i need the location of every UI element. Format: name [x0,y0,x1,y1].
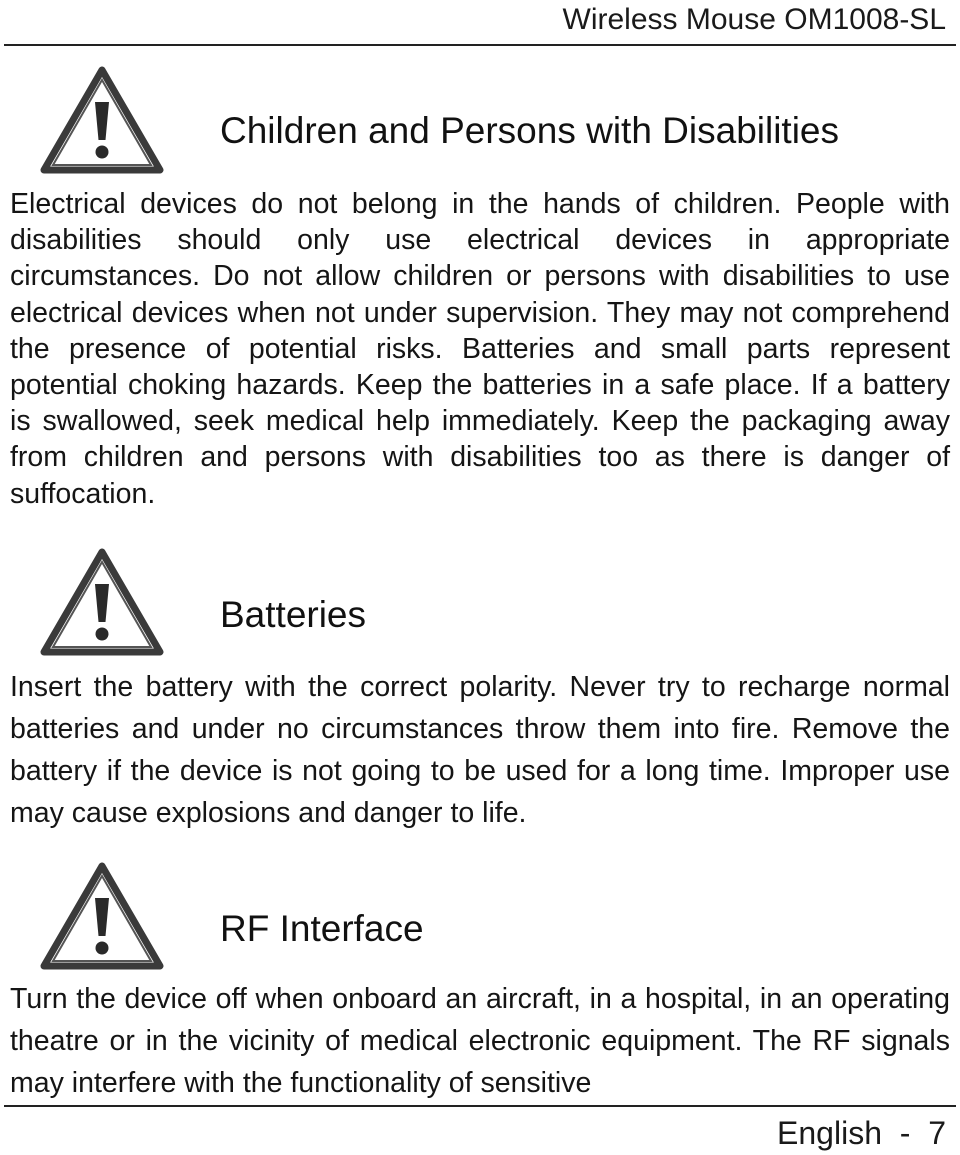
footer-divider [4,1105,956,1107]
warning-triangle-icon [40,66,164,176]
section-body-batteries: Insert the battery with the correct polarity. Never try to recharge normal batteries and under no circumstances throw them into fire. Remove the battery if the device is not going to be used for a long time. Improper use may cause explosions and danger to life. [10,671,950,829]
warning-triangle-icon [40,862,164,972]
section-heading-batteries: Batteries [220,594,367,635]
warning-triangle-icon [40,548,164,658]
page-number: English - 7 [777,1115,946,1151]
section-heading-children: Children and Persons with Disabilities [220,110,840,151]
header-divider [4,44,956,46]
document-header-title: Wireless Mouse OM1008-SL [562,3,946,36]
section-heading-rf-interface: RF Interface [220,908,424,949]
section-body-rf-interface: Turn the device off when onboard an aircraft, in a hospital, in an operating theatre or in the vicinity of medical electronic equipment. The RF signals may interfere with the functionality of sensitive [10,983,950,1099]
section-body-children: Electrical devices do not belong in the hands of children. People with disabilities should only use electrical devices in appropriate circumstances. Do not allow children or persons with disabilities to use electrical devices when not under supervision. They may not comprehend the presence of potential risks. Batteries and small parts represent potential choking hazards. Keep the batteries in a safe place. If a battery is swallowed, seek medical help immediately. Keep the packaging away from children and persons with disabilities too as there is danger of suffocation. [10,188,950,510]
